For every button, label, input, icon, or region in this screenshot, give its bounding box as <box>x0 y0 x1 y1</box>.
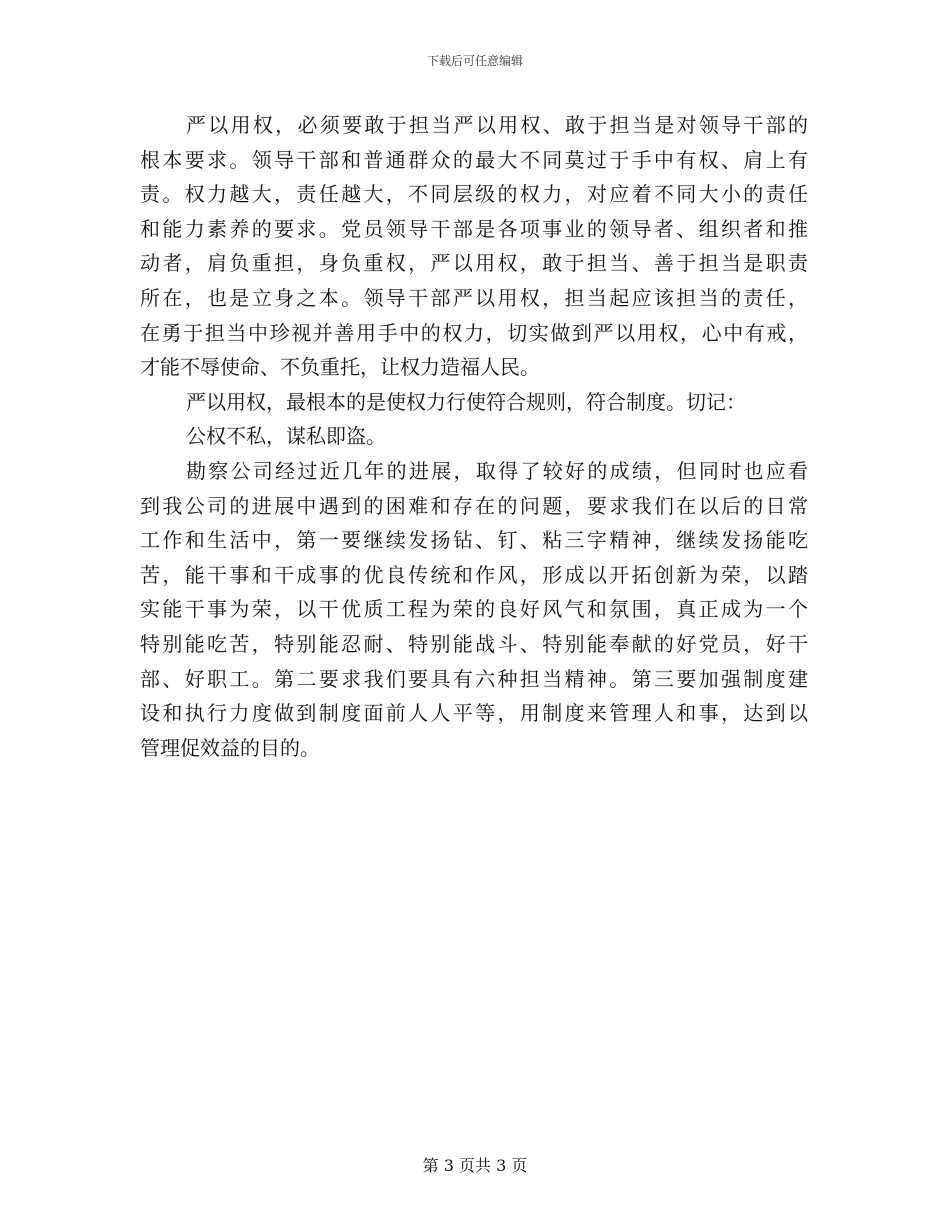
paragraph-3 <box>140 419 808 454</box>
text-line: 公权不私，谋私即盗。 <box>186 424 386 449</box>
page-footer: 第 3 页共 3 页 <box>422 1156 528 1175</box>
document-body <box>140 108 808 765</box>
paragraph-1 <box>140 108 808 385</box>
paragraph-4 <box>140 454 808 765</box>
text-line: 到我公司的进展中遇到的困难和存在的问题，要求我们在以后的日常 <box>140 493 808 518</box>
text-line: 动者，肩负重担，身负重权，严以用权，敢于担当、善于担当是职责 <box>140 251 808 276</box>
text-line: 根本要求。领导干部和普通群众的最大不同莫过于手中有权、肩上有 <box>140 147 808 172</box>
paragraph-2 <box>140 385 808 420</box>
text-line: 勘察公司经过近几年的进展，取得了较好的成绩，但同时也应看 <box>186 458 808 483</box>
text-line: 管理促效益的目的。 <box>140 735 320 760</box>
text-line: 在勇于担当中珍视并善用手中的权力，切实做到严以用权，心中有戒， <box>140 320 808 345</box>
text-line: 苦，能干事和干成事的优良传统和作风，形成以开拓创新为荣，以踏 <box>140 562 808 587</box>
text-line: 和能力素养的要求。党员领导干部是各项事业的领导者、组织者和推 <box>140 216 808 241</box>
text-line: 严以用权，必须要敢于担当严以用权、敢于担当是对领导干部的 <box>186 113 808 137</box>
text-line: 才能不辱使命、不负重托，让权力造福人民。 <box>140 355 540 380</box>
text-line: 特别能吃苦，特别能忍耐、特别能战斗、特别能奉献的好党员，好干 <box>140 631 808 656</box>
text-line: 工作和生活中，第一要继续发扬钻、钉、粘三字精神，继续发扬能吃 <box>140 528 808 553</box>
page-header: 下载后可任意编辑 <box>426 54 523 68</box>
text-line: 严以用权，最根本的是使权力行使符合规则，符合制度。切记： <box>186 389 746 414</box>
text-line: 实能干事为荣，以干优质工程为荣的良好风气和氛围，真正成为一个 <box>140 597 808 622</box>
text-line: 责。权力越大，责任越大，不同层级的权力，对应着不同大小的责任 <box>140 182 808 207</box>
text-line: 部、好职工。第二要求我们要具有六种担当精神。第三要加强制度建 <box>140 666 808 691</box>
text-line: 所在，也是立身之本。领导干部严以用权，担当起应该担当的责任， <box>140 285 808 310</box>
text-line: 设和执行力度做到制度面前人人平等，用制度来管理人和事，达到以 <box>140 701 808 726</box>
